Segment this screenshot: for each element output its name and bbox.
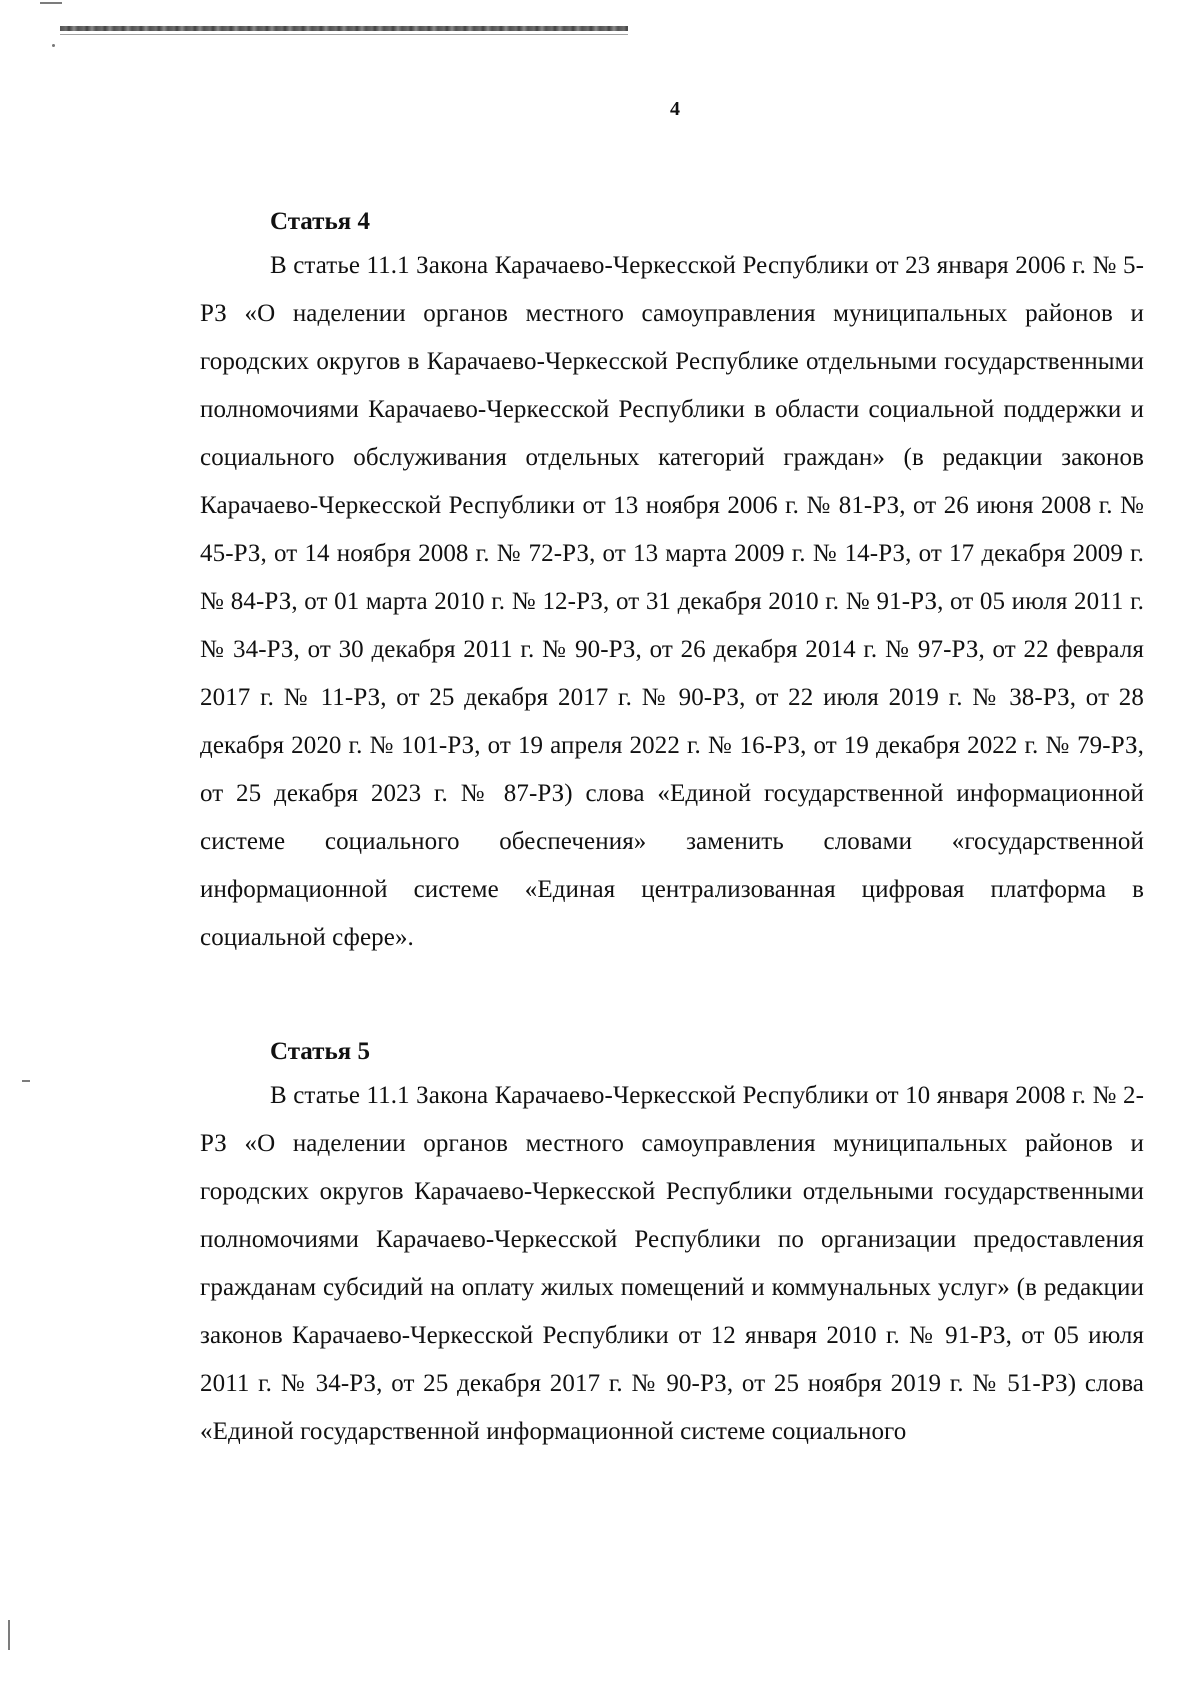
scan-artifact-margin-mark <box>22 1080 30 1082</box>
article-4-body: В статье 11.1 Закона Карачаево-Черкесской Республики от 23 января 2006 г. № 5-РЗ «О наделении органов местного самоуправления муниципальных районов и городских округов в Карачаево-Черкесской Республике отдельными государственными полномочиями Карачаево-Черкесской Республики в области социальной поддержки и социального обслуживания отдельных категорий граждан» (в редакции законов Карачаево-Черкесской Республики от 13 ноября 2006 г. № 81-РЗ, от 26 июня 2008 г. № 45-РЗ, от 14 ноября 2008 г. № 72-РЗ, от 13 марта 2009 г. № 14-РЗ, от 17 декабря 2009 г. № 84-РЗ, от 01 марта 2010 г. № 12-РЗ, от 31 декабря 2010 г. № 91-РЗ, от 05 июля 2011 г. № 34-РЗ, от 30 декабря 2011 г. № 90-РЗ, от 26 декабря 2014 г. № 97-РЗ, от 22 февраля 2017 г. № 11-РЗ, от 25 декабря 2017 г. № 90-РЗ, от 22 июля 2019 г. № 38-РЗ, от 28 декабря 2020 г. № 101-РЗ, от 19 апреля 2022 г. № 16-РЗ, от 19 декабря 2022 г. № 79-РЗ, от 25 декабря 2023 г. № 87-РЗ) слова «Единой государственной информационной системе социального обеспечения» заменить словами «государственной информационной системе «Единая централизованная цифровая платформа в социальной сфере». <box>200 252 1144 951</box>
scan-artifact-dot <box>52 44 55 47</box>
scan-artifact-top-bar <box>60 26 628 31</box>
article-5-body: В статье 11.1 Закона Карачаево-Черкесской Республики от 10 января 2008 г. № 2-РЗ «О наделении органов местного самоуправления муниципальных районов и городских округов Карачаево-Черкесской Республики отдельными государственными полномочиями Карачаево-Черкесской Республики по организации предоставления гражданам субсидий на оплату жилых помещений и коммунальных услуг» (в редакции законов Карачаево-Черкесской Республики от 12 января 2010 г. № 91-РЗ, от 05 июля 2011 г. № 34-РЗ, от 25 декабря 2017 г. № 90-РЗ, от 25 ноября 2019 г. № 51-РЗ) слова «Единой государственной информационной системе социального <box>200 1082 1144 1445</box>
scan-artifact-corner-mark <box>40 2 62 4</box>
scan-artifact-margin-line <box>8 1620 10 1650</box>
article-5-heading: Статья 5 <box>270 1038 370 1065</box>
article-4 <box>200 198 1144 962</box>
article-spacer <box>200 962 1144 1028</box>
article-4-heading: Статья 4 <box>270 208 370 235</box>
scan-artifact-top-line <box>60 34 628 35</box>
page-number: 4 <box>670 98 680 120</box>
document-content <box>200 198 1144 1456</box>
article-5 <box>200 1028 1144 1456</box>
